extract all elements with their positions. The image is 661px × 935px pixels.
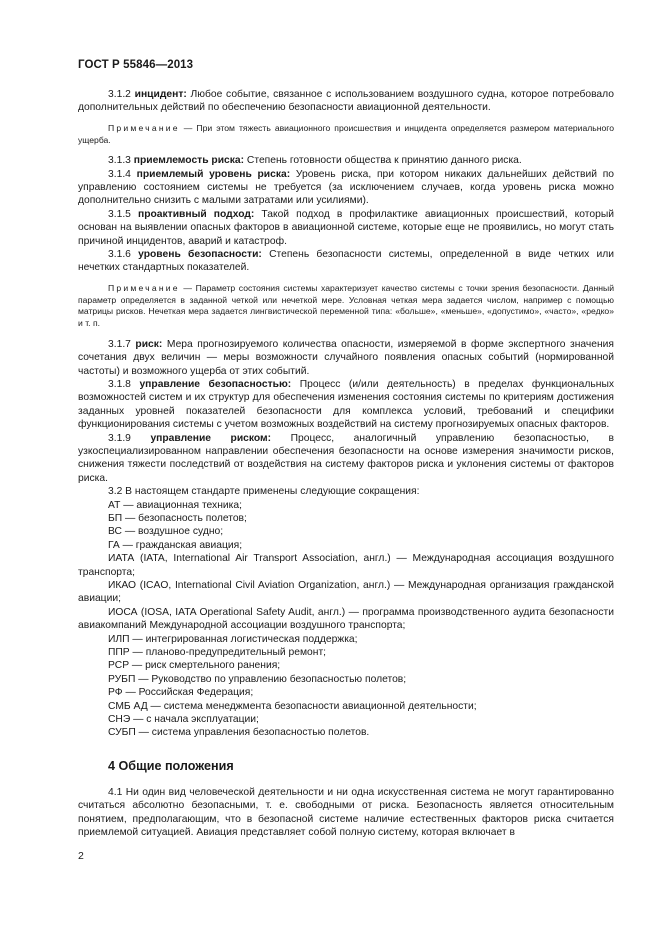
definition: Степень готовности общества к принятию данного риска. (244, 155, 522, 167)
clause-number: 3.1.7 (108, 338, 136, 350)
note-text: При этом тяжесть авиационного происшествия и инцидента определяется размером материального ущерба. (78, 122, 614, 145)
term: управление риском: (150, 432, 272, 444)
abbreviation-item: БП — безопасность полетов; (108, 512, 247, 524)
term: инцидент: (134, 89, 187, 100)
clause-number: 3.1.4 (108, 168, 137, 180)
standard-header: ГОСТ Р 55846—2013 (78, 59, 194, 71)
term: проактивный подход: (138, 208, 255, 220)
clause-number: 3.1.8 (108, 378, 140, 390)
note-dash: — (179, 282, 196, 293)
term: уровень безопасности: (138, 249, 262, 261)
clause-3-1-7 (78, 338, 614, 378)
definition: Процесс, аналогичный управлению безопасностью, в узкоспециализированном направлении обеспечения безопасности на основе измерения значимости рисков, снижения тяжести последствий от воздействия на систему факторов риска и уклонения системы от факторов риска. (78, 432, 614, 484)
clause-3-1-2 (78, 88, 614, 115)
term: управление безопасностью: (139, 378, 292, 390)
definition: Мера прогнозируемого количества опасности, измеряемой в форме экспертного значения сочетания двух величин — меры возможности случайного появления опасных событий (нормированной частоты) и возможного ущерба от этих событий. (78, 338, 614, 377)
note-text: Параметр состояния системы характеризует качество системы с точки зрения безопасности. Данный параметр определяется в заданной четкой или нечеткой мере. Условная четкая мера задается числом, например с помощью матрицы рисков. Нечеткая мера задается лингвистической переменной типа: «больше», «меньше», «допустимо», «часто», «редко» и т. п. (78, 282, 614, 328)
abbreviation-item: СНЭ — с начала эксплуатации; (108, 714, 259, 726)
section-heading: 4 Общие положения (108, 758, 234, 773)
term: приемлемый уровень риска: (136, 168, 291, 180)
abbreviation-item: ППР — планово-предупредительный ремонт; (108, 647, 327, 659)
note-label: Примечание (108, 122, 180, 133)
abbreviation-item: ИЛП — интегрированная логистическая поддержка; (108, 633, 358, 645)
abbreviation-item: ИКАО (ICAO, International Civil Aviation Organization, англ.) — Международная организация гражданской авиации; (78, 580, 614, 605)
definition: Процесс (и/или деятельность) в пределах функциональных возможностей систем и их структур для обеспечения изменения состояния системы по критериям достижения заданных уровней показателей безопасности для комплекса условий, требований и специфики функционирования системы с учетом возможных воздействий на систему прогнозируемых опасных факторов. (78, 378, 614, 431)
document-body (78, 88, 614, 840)
note-dash: — (179, 122, 197, 133)
clause-number: 3.1.9 (108, 432, 151, 444)
definition: Уровень риска, при котором никаких дальнейших действий по управлению состоянием системы не требуется (за исключением случаев, когда уровень риска можно дополнительно снизить с малыми затратами или усилиями). (78, 168, 615, 207)
abbreviation-item: АТ — авиационная техника; (108, 499, 242, 511)
note-label: Примечание (108, 282, 180, 293)
definition: Любое событие, связанное с использованием воздушного судна, которое потребовало дополнительных действий по обеспечению безопасности авиационной деятельности. (78, 89, 615, 114)
note-2 (78, 283, 614, 330)
clause-4-1: 4.1 Ни один вид человеческой деятельности и ни одна искусственная система не могут гарантированно считаться абсолютно безопасными, т. е. свободными от риска. Безопасность является относительным понятием, предполагающим, что в безопасной системе наличие естественных факторов риска считается приемлемой ситуацией. Авиация представляет собой полную систему, которая включает в (78, 786, 614, 839)
definition: Степень безопасности системы, определенной в виде четких или нечетких стандартных показателей. (78, 249, 614, 274)
definition: Такой подход в профилактике авиационных происшествий, который основан на выявлении опасных факторов в авиационной системе, которые еще не проявились, но могут стать причиной инцидентов, аварий и катастроф. (78, 208, 614, 247)
clause-3-2: 3.2 В настоящем стандарте применены следующие сокращения: (108, 486, 420, 498)
clause-number: 3.1.6 (108, 249, 139, 261)
clause-number: 3.1.3 (108, 155, 134, 167)
note-1 (78, 123, 614, 146)
clause-3-1-5 (78, 208, 614, 248)
abbreviation-item: РСР — риск смертельного ранения; (108, 660, 281, 672)
abbreviation-item: СМБ АД — система менеджмента безопасности авиационной деятельности; (108, 700, 477, 712)
clause-3-1-4 (78, 168, 614, 208)
abbreviation-item: РУБП — Руководство по управлению безопасностью полетов; (108, 673, 407, 685)
clause-3-1-6 (78, 248, 614, 275)
clause-number: 3.1.5 (108, 208, 138, 220)
abbreviation-item: СУБП — система управления безопасностью полетов. (108, 727, 370, 739)
term: риск: (135, 338, 163, 350)
abbreviation-item: ВС — воздушное судно; (108, 526, 224, 538)
clause-3-1-9 (78, 432, 614, 486)
abbreviation-item: ГА — гражданская авиация; (108, 539, 243, 551)
clause-3-1-8 (78, 378, 614, 432)
abbreviation-item: ИАТА (IATA, International Air Transport Association, англ.) — Международная ассоциация воздушного транспорта; (78, 553, 614, 578)
abbreviation-item: ИОСА (IOSA, IATA Operational Safety Audit, англ.) — программа производственного аудита безопасности авиакомпаний Международной ассоциации воздушного транспорта; (78, 606, 614, 632)
page-number: 2 (78, 850, 84, 862)
abbreviation-item: РФ — Российская Федерация; (108, 687, 254, 699)
clause-3-1-3 (78, 154, 614, 167)
term: приемлемость риска: (133, 155, 245, 167)
clause-number: 3.1.2 (108, 89, 135, 100)
